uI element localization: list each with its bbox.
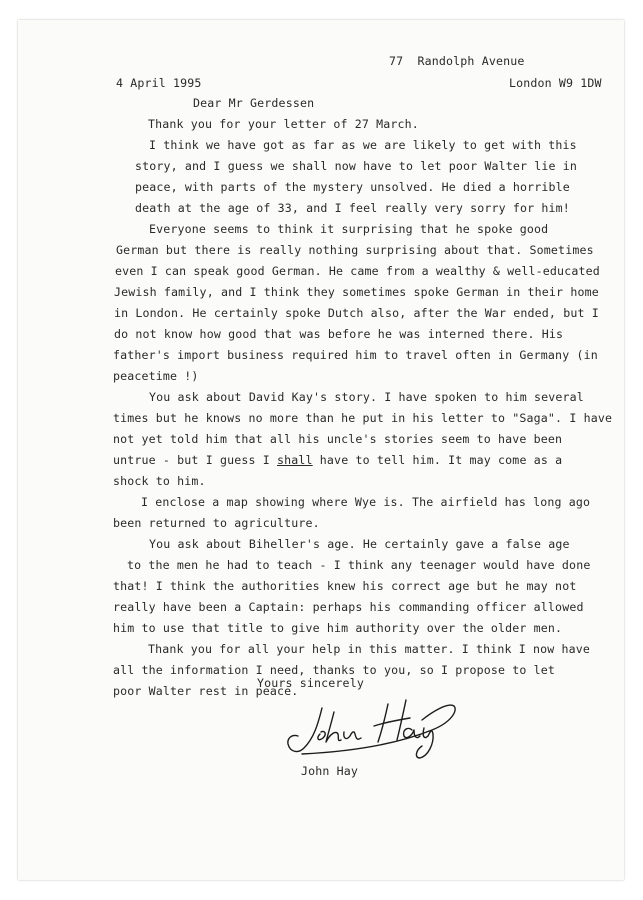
body-line: times but he knows no more than he put in his letter to "Saga". I have	[113, 411, 613, 425]
underlined-word: shall	[277, 453, 313, 467]
body-line: been returned to agriculture.	[113, 516, 320, 530]
body-line: that! I think the authorities knew his correct age but he may not	[113, 579, 577, 593]
body-line: all the information I need, thanks to you, so I propose to let	[113, 663, 556, 677]
handwritten-signature	[282, 686, 462, 766]
body-text: untrue - but I guess I	[113, 453, 270, 467]
body-line: peace, with parts of the mystery unsolved. He died a horrible	[135, 180, 570, 194]
body-text: have to tell him. It may come as a	[312, 453, 563, 467]
salutation: Dear Mr Gerdessen	[193, 96, 315, 110]
body-line: really have been a Captain: perhaps his commanding officer allowed	[113, 600, 584, 614]
body-line: German but there is really nothing surprising about that. Sometimes	[116, 243, 594, 257]
body-line: I think we have got as far as we are likely to get with this	[149, 138, 577, 152]
body-line: him to use that title to give him authority over the older men.	[113, 621, 563, 635]
body-line: shock to him.	[113, 474, 206, 488]
body-line: Jewish family, and I think they sometimes spoke German in their home	[114, 285, 599, 299]
body-line: Everyone seems to think it surprising that he spoke good	[149, 222, 549, 236]
address-line-2: London W9 1DW	[509, 76, 602, 90]
body-line	[113, 453, 562, 467]
body-line: do not know how good that was before he was interned there. His	[114, 327, 564, 341]
body-line: father's import business required him to travel often in Germany (in	[113, 348, 598, 362]
closing: Yours sincerely	[257, 676, 364, 690]
body-line: peacetime !)	[113, 369, 199, 383]
body-line: I enclose a map showing where Wye is. The airfield has long ago	[141, 495, 591, 509]
body-line: Thank you for your letter of 27 March.	[148, 117, 419, 131]
body-line: not yet told him that all his uncle's stories seem to have been	[113, 432, 563, 446]
address-line-1: 77 Randolph Avenue	[389, 54, 525, 68]
body-line: You ask about Biheller's age. He certainly gave a false age	[149, 537, 570, 551]
body-line: You ask about David Kay's story. I have spoken to him several	[149, 390, 584, 404]
body-line: to the men he had to teach - I think any teenager would have done	[127, 558, 591, 572]
body-line: story, and I guess we shall now have to let poor Walter lie in	[135, 159, 578, 173]
body-line: poor Walter rest in peace.	[113, 684, 299, 698]
body-line: in London. He certainly spoke Dutch also, after the War ended, but I	[114, 306, 599, 320]
body-line: Thank you for all your help in this matter. I think I now have	[148, 642, 591, 656]
letter-date: 4 April 1995	[116, 76, 202, 90]
body-line: death at the age of 33, and I feel really very sorry for him!	[135, 201, 570, 215]
signer-name: John Hay	[301, 764, 359, 778]
body-line: even I can speak good German. He came from a wealthy & well-educated	[115, 264, 600, 278]
